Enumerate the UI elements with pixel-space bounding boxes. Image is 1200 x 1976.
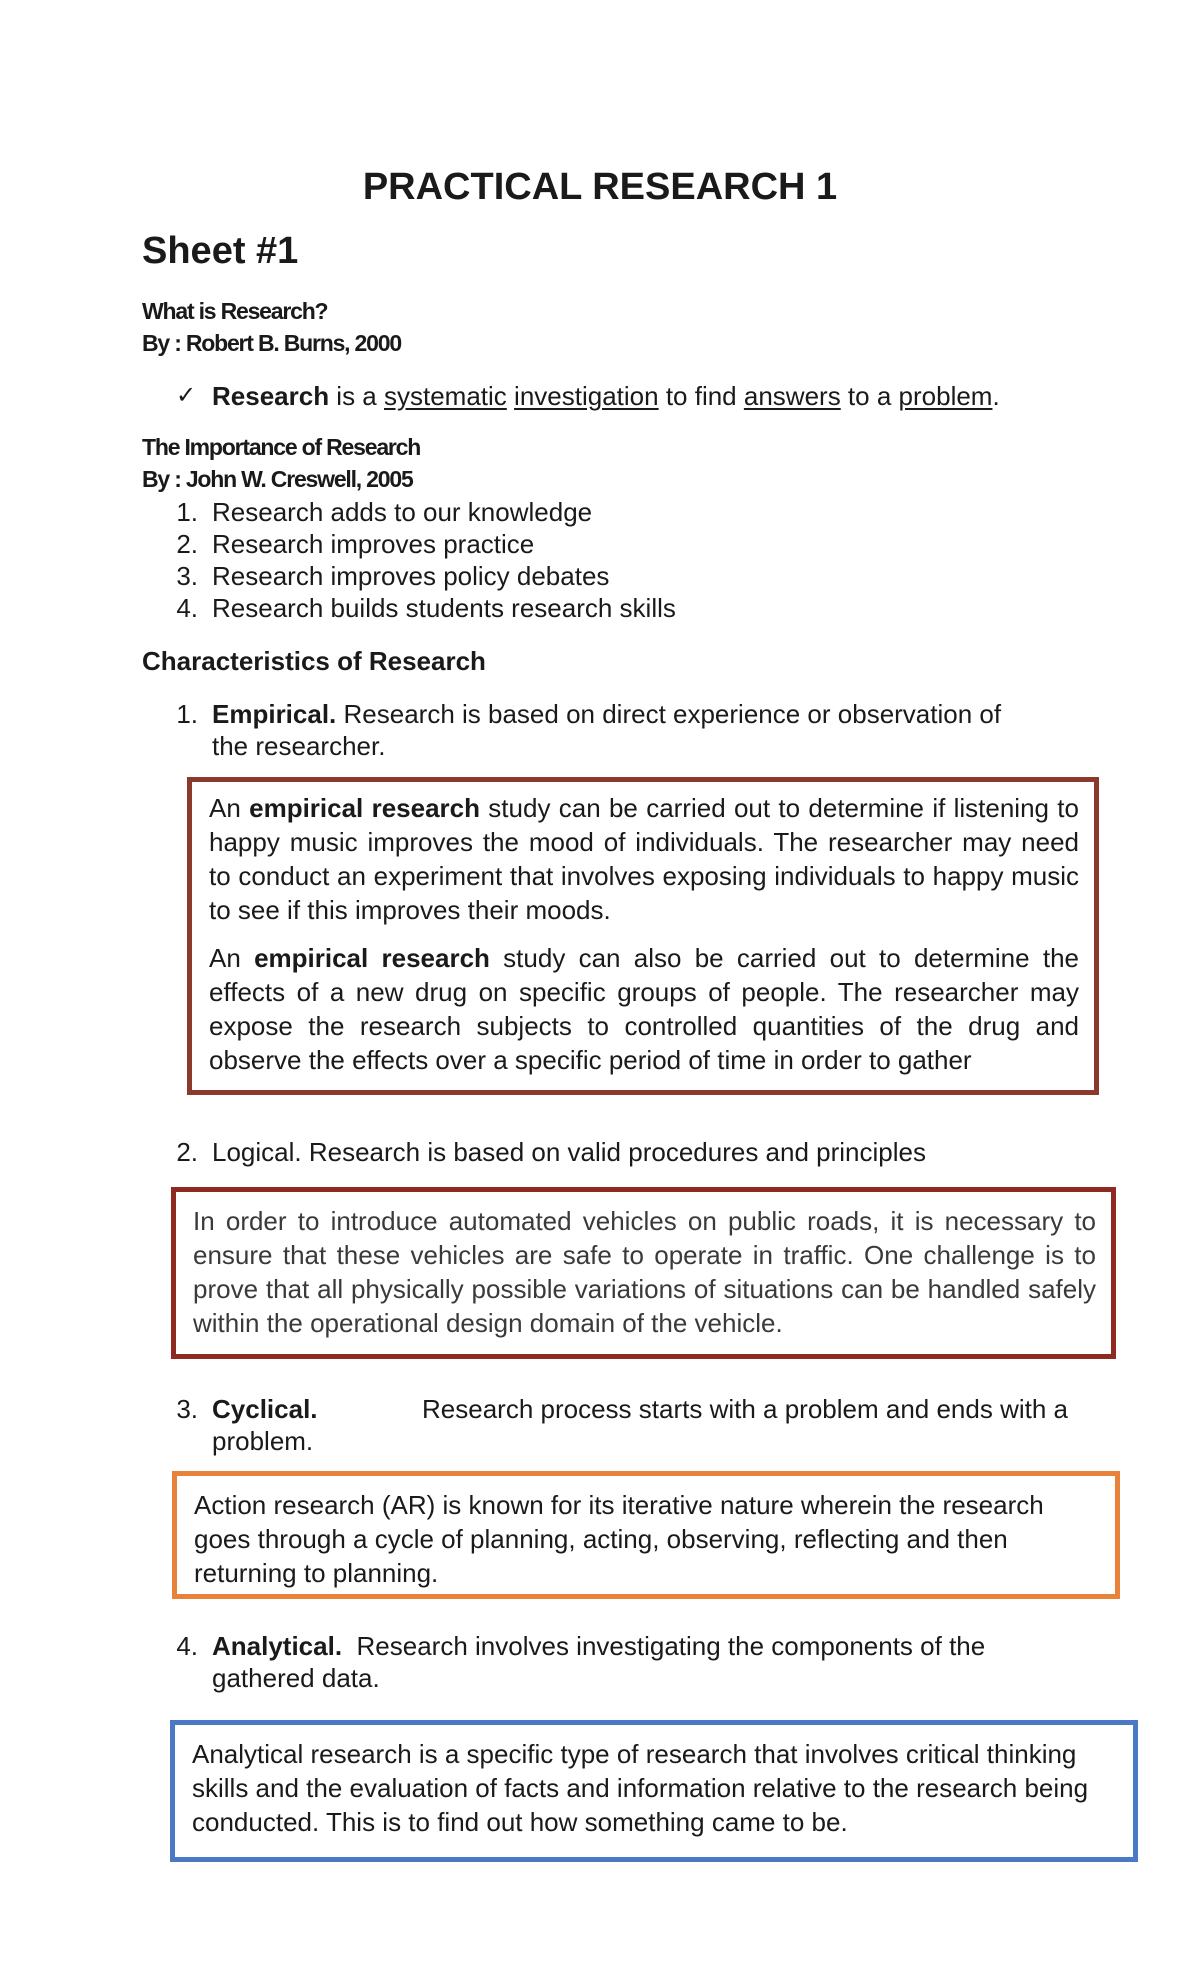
- characteristic-line: [212, 1393, 1068, 1425]
- list-item-number: 2.: [176, 529, 198, 559]
- keyword-problem: problem: [898, 381, 993, 411]
- keyword-investigation: investigation: [514, 381, 659, 411]
- definition-sentence: [212, 380, 1000, 412]
- characteristic-logical: [0, 1136, 1200, 1168]
- characteristics-heading: Characteristics of Research: [142, 646, 486, 676]
- definition-text: is a: [329, 381, 384, 411]
- checkmark-icon: ✓: [176, 382, 197, 409]
- example-text: An: [209, 943, 255, 973]
- characteristic-empirical: [0, 698, 1200, 762]
- definition-text: to a: [840, 381, 899, 411]
- logical-example-box: [171, 1187, 1116, 1359]
- sheet-number: Sheet #1: [142, 230, 299, 272]
- example-term: empirical research: [254, 943, 490, 973]
- characteristic-description: Research involves investigating the components of the: [342, 1631, 986, 1661]
- example-paragraph: Action research (AR) is known for its iterative nature wherein the research goes through a cycle of planning, acting, observing, reflecting and then returning to planning.: [194, 1490, 1044, 1588]
- example-paragraph: Analytical research is a specific type of research that involves critical thinking skills and the evaluation of facts and information relative to the research being conducted. This is to find out how something came to be.: [192, 1739, 1089, 1837]
- characteristic-number: 1.: [176, 699, 198, 729]
- example-text: study can be carried out to determine if listening to happy music improves the mood of individuals. The researcher may need to conduct an experiment that involves exposing individuals to happy music to see if this improves their moods.: [209, 793, 1079, 925]
- characteristic-term: Analytical.: [212, 1631, 343, 1661]
- characteristic-description: Research process starts with a problem and ends with a: [422, 1394, 1068, 1424]
- characteristic-term: Cyclical.: [212, 1394, 318, 1424]
- characteristic-number: 3.: [176, 1394, 198, 1424]
- example-term: empirical research: [249, 793, 480, 823]
- definition-text: [507, 381, 514, 411]
- characteristic-continuation: problem.: [212, 1426, 314, 1456]
- importance-heading: The Importance of Research: [142, 434, 421, 460]
- list-item-text: Research improves policy debates: [212, 561, 610, 591]
- characteristic-analytical: [0, 1630, 1200, 1694]
- definition-text: .: [992, 381, 1000, 411]
- keyword-systematic: systematic: [384, 381, 507, 411]
- list-item-number: 4.: [176, 593, 198, 623]
- keyword-answers: answers: [743, 381, 841, 411]
- empirical-example-box: [187, 777, 1099, 1095]
- definition-heading: What is Research?: [142, 298, 328, 324]
- characteristic-description: Research is based on direct experience or observation of: [336, 699, 1002, 729]
- page-title: PRACTICAL RESEARCH 1: [362, 166, 838, 208]
- example-text: An: [209, 793, 250, 823]
- example-paragraph: [209, 791, 1079, 927]
- cyclical-example-box: [172, 1471, 1120, 1599]
- list-item-text: Research adds to our knowledge: [212, 497, 593, 527]
- example-text: study can also be carried out to determine the effects of a new drug on specific groups of people. The researcher may expose the research subjects to controlled quantities of the drug and observe the effects over a specific period of time in order to gather: [209, 943, 1079, 1075]
- list-item-number: 3.: [176, 561, 198, 591]
- list-item: [0, 528, 1200, 560]
- definition-text: to find: [658, 381, 744, 411]
- example-paragraph: In order to introduce automated vehicles on public roads, it is necessary to ensure that these vehicles are safe to operate in traffic. One challenge is to prove that all physically possible variations of situations can be handled safely within the operational design domain of the vehicle.: [193, 1206, 1096, 1338]
- definition-line: [0, 380, 1200, 412]
- characteristic-number: 2.: [176, 1137, 198, 1167]
- list-item: [0, 496, 1200, 528]
- characteristic-term: Empirical.: [212, 699, 337, 729]
- list-item-text: Research builds students research skills: [212, 593, 676, 623]
- characteristic-cyclical: [0, 1393, 1200, 1457]
- list-item-text: Research improves practice: [212, 529, 535, 559]
- importance-byline: By : John W. Creswell, 2005: [142, 466, 413, 492]
- characteristic-continuation: the researcher.: [212, 731, 386, 761]
- analytical-example-box: [170, 1720, 1138, 1862]
- characteristic-description: Logical. Research is based on valid procedures and principles: [212, 1137, 926, 1167]
- definition-term: Research: [212, 381, 330, 411]
- definition-byline: By : Robert B. Burns, 2000: [142, 330, 401, 356]
- characteristic-number: 4.: [176, 1631, 198, 1661]
- list-item-number: 1.: [176, 497, 198, 527]
- list-item: [0, 560, 1200, 592]
- example-paragraph: [209, 941, 1079, 1077]
- characteristic-line: [212, 1630, 985, 1662]
- list-item: [0, 592, 1200, 624]
- characteristic-line: [212, 698, 1001, 730]
- characteristic-continuation: gathered data.: [212, 1663, 380, 1693]
